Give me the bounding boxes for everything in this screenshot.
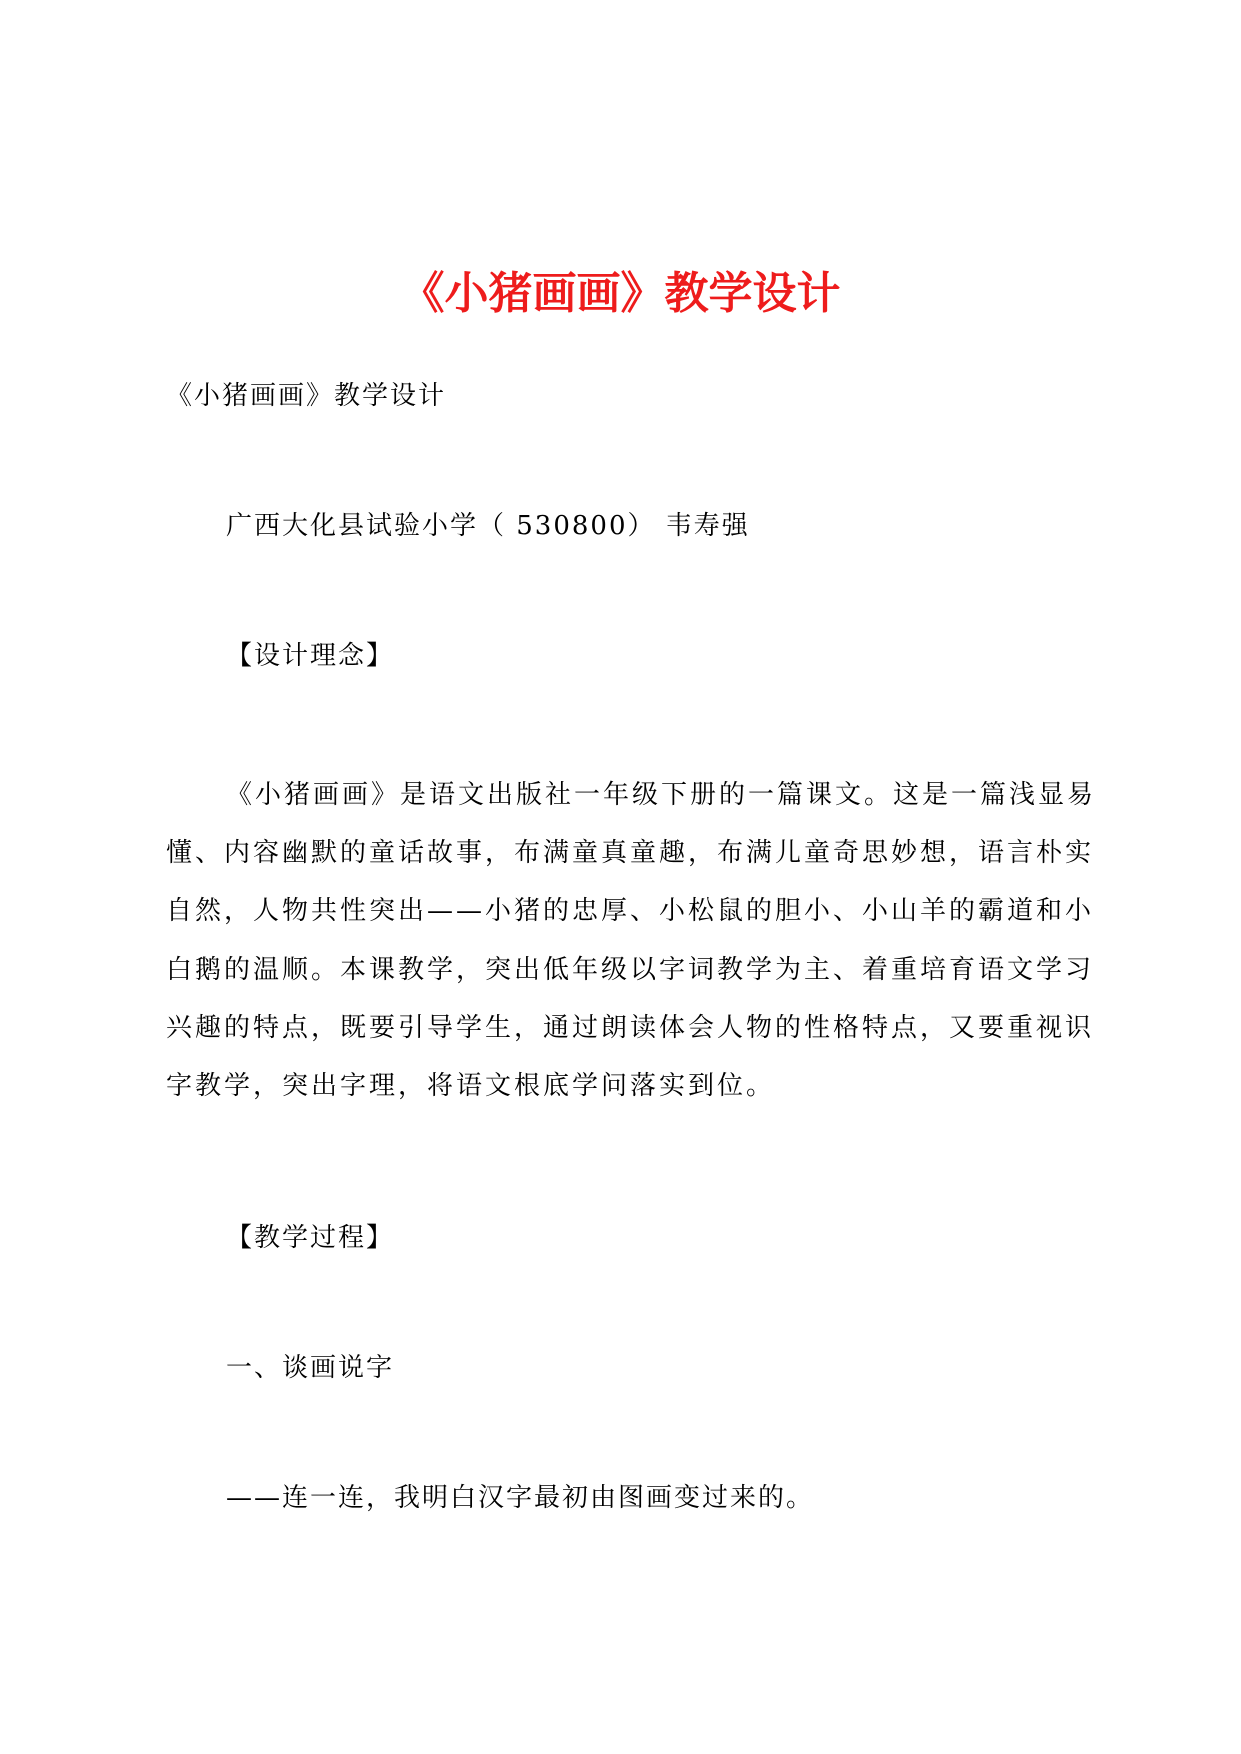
author-line: 广西大化县试验小学（ 530800） 韦寿强 [226, 511, 750, 541]
subtitle: 《小猪画画》教学设计 [166, 381, 447, 411]
paragraph-line: 白鹅的温顺。本课教学，突出低年级以字词教学为主、着重培育语文学习 [166, 954, 1095, 985]
paragraph-line: 懂、内容幽默的童话故事，布满童真童趣，布满儿童奇思妙想，语言朴实 [166, 838, 1095, 869]
paragraph-line: 字教学，突出字理，将语文根底学问落实到位。 [166, 1071, 776, 1102]
section-heading-process: 【教学过程】 [226, 1223, 395, 1253]
document-title: 《小猪画画》教学设计 [400, 268, 841, 319]
design-paragraph [166, 766, 1097, 1115]
paragraph-line: 兴趣的特点，既要引导学生，通过朗读体会人物的性格特点，又要重视识 [166, 1012, 1095, 1043]
paragraph-line: 《小猪画画》是语文出版社一年级下册的一篇课文。这是一篇浅显易 [226, 780, 1097, 810]
section-heading-design: 【设计理念】 [226, 641, 395, 671]
step-one-heading: 一、谈画说字 [226, 1353, 395, 1383]
paragraph-line: 自然，人物共性突出——小猪的忠厚、小松鼠的胆小、小山羊的霸道和小 [166, 896, 1095, 927]
step-one-activity: ——连一连，我明白汉字最初由图画变过来的。 [226, 1483, 815, 1513]
